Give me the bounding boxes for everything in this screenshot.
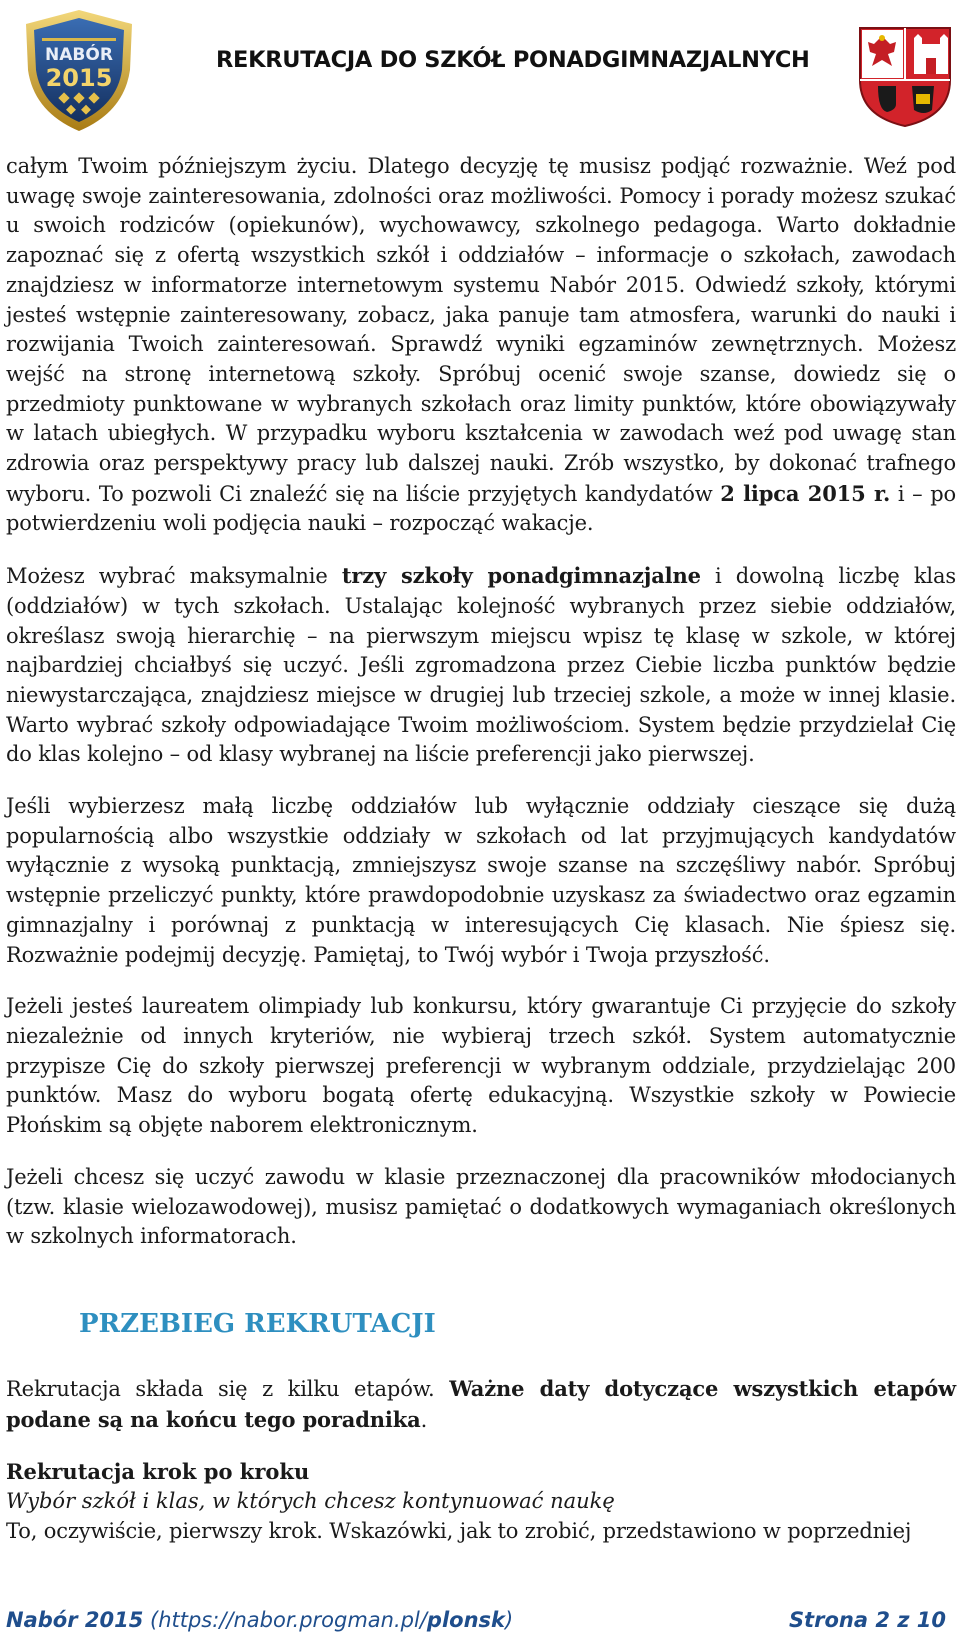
paragraph-text: Możesz wybrać maksymalnie [6,564,342,589]
footer-url-link[interactable]: plonsk [426,1608,505,1632]
nabor-2015-logo [20,8,138,133]
paragraph-popularity: Jeśli wybierzesz małą liczbę oddziałów lub wyłącznie oddziały cieszące się dużą popularnością albo wszystkie oddziały w szkołach od lat przyjmujących kandydatów wyłącznie z wysoką punktacją, zmniejszysz swoje szanse na szczęśliwy nabór. Spróbuj wstępnie przeliczyć punkty, które prawdopodobnie uzyskasz za świadectwo oraz egzamin gimnazjalny i porównaj z punktacją w interesujących Cię klasach. Nie śpiesz się. Rozważnie podejmij decyzję. Pamiętaj, to Twój wybór i Twoja przyszłość. [6,794,956,967]
date-highlight: 2 lipca 2015 r. [720,480,891,506]
logo-text-nabor: NABÓR [45,45,113,65]
paragraph-text: i dowolną liczbę klas (oddziałów) w tych szkołach. Ustalając kolejność wybranych przez siebie oddziałów, określasz swoją hierarchię – na pierwszym miejscu wpisz tę klasę w szkole, w której najbardziej chciałbyś się uczyć. Jeśli zgromadzona przez Ciebie liczba punktów będzie niewystarczająca, znajdziesz miejsce w drugiej lub trzeciej szkole, a może w innej klasie. Warto wybrać szkoły odpowiadające Twoim możliwościom. System będzie przydzielał Cię do klas kolejno – od klasy wybranej na liście preferencji jako pierwszej. [6,564,956,767]
paragraph-text: Rekrutacja składa się z kilku etapów. [6,1376,450,1401]
step-text: To, oczywiście, pierwszy krok. Wskazówki, jak to zrobić, przedstawiono w poprzedniej [6,1518,912,1543]
paragraph-text: całym Twoim późniejszym życiu. Dlatego decyzję tę musisz podjąć rozważnie. Weź pod uwagę swoje zainteresowania, zdolności oraz możliwości. Pomocy i porady możesz szukać u swoich rodziców (opiekunów), wychowawcy, szkolnego pedagoga. Warto dokładnie zapoznać się z ofertą wszystkich szkół i oddziałów – informacje o szkołach, zawodach znajdziesz w informatorze internetowym systemu Nabór 2015. Odwiedź szkoły, którymi jesteś wstępnie zainteresowany, zobacz, jaka panuje tam atmosfera, warunki do nauki i rozwijania Twoich zainteresowań. Sprawdź wyniki egzaminów zewnętrznych. Możesz wejść na stronę internetową szkoły. Spróbuj ocenić swoje szanse, dowiedz się o przedmioty punktowane w wybranych szkołach oraz limity punktów, które obowiązywały w latach ubiegłych. W przypadku wyboru kształcenia w zawodach weź pod uwagę stan zdrowia oraz perspektywy pracy lub dalszej nauki. Zrób wszystko, by dokonać trafnego wyboru. To pozwoli Ci znaleźć się na liście przyjętych kandydatów [6,154,956,506]
paragraph-school-count [6,561,956,770]
logo-text-year: 2015 [45,64,113,92]
page-header-title: REKRUTACJA DO SZKÓŁ PONADGIMNAZJALNYCH [216,47,810,73]
footer-url-suffix: ) [504,1608,514,1632]
page-header [0,0,960,140]
paragraph-laureate: Jeżeli jesteś laureatem olimpiady lub konkursu, który gwarantuje Ci przyjęcie do szkoły niezależnie od innych kryteriów, nie wybieraj trzech szkół. System automatycznie przypisze Cię do szkoły pierwszej preferencji w wybranym oddziale, przydzielając 200 punktów. Masz do wyboru bogatą ofertę edukacyjną. Wszystkie szkoły w Powiecie Płońskim są objęte naborem elektronicznym. [6,994,956,1138]
page-number: Strona 2 z 10 [788,1608,946,1632]
plonsk-county-crest [856,24,954,128]
step-subtitle: Wybór szkół i klas, w których chcesz kontynuować naukę [6,1489,615,1514]
footer-source [6,1608,513,1632]
page-footer [0,1604,960,1636]
dates-highlight: Ważne daty dotyczące wszystkich etapów podane są na końcu tego poradnika [6,1375,956,1432]
page-body [6,152,956,1546]
school-count-highlight: trzy szkoły ponadgimnazjalne [341,563,701,589]
footer-brand: Nabór 2015 [6,1608,144,1632]
paragraph-text: i – po potwierdzeniu woli podjęcia nauki – rozpocząć wakacje. [6,481,956,536]
section-heading: PRZEBIEG REKRUTACJI [79,1308,436,1339]
paragraph-recruitment-intro [6,1374,956,1435]
footer-url-prefix: (https://nabor.progman.pl/ [143,1608,427,1632]
paragraph-choice-advice [6,152,956,539]
paragraph-text: . [420,1407,428,1432]
paragraph-vocational: Jeżeli chcesz się uczyć zawodu w klasie przeznaczonej dla pracowników młodocianych (tzw. klasie wielozawodowej), musisz pamiętać o dodatkowych wymaganiach określonych w szkolnych informatorach. [6,1164,956,1249]
step-title: Rekrutacja krok po kroku [6,1459,310,1485]
